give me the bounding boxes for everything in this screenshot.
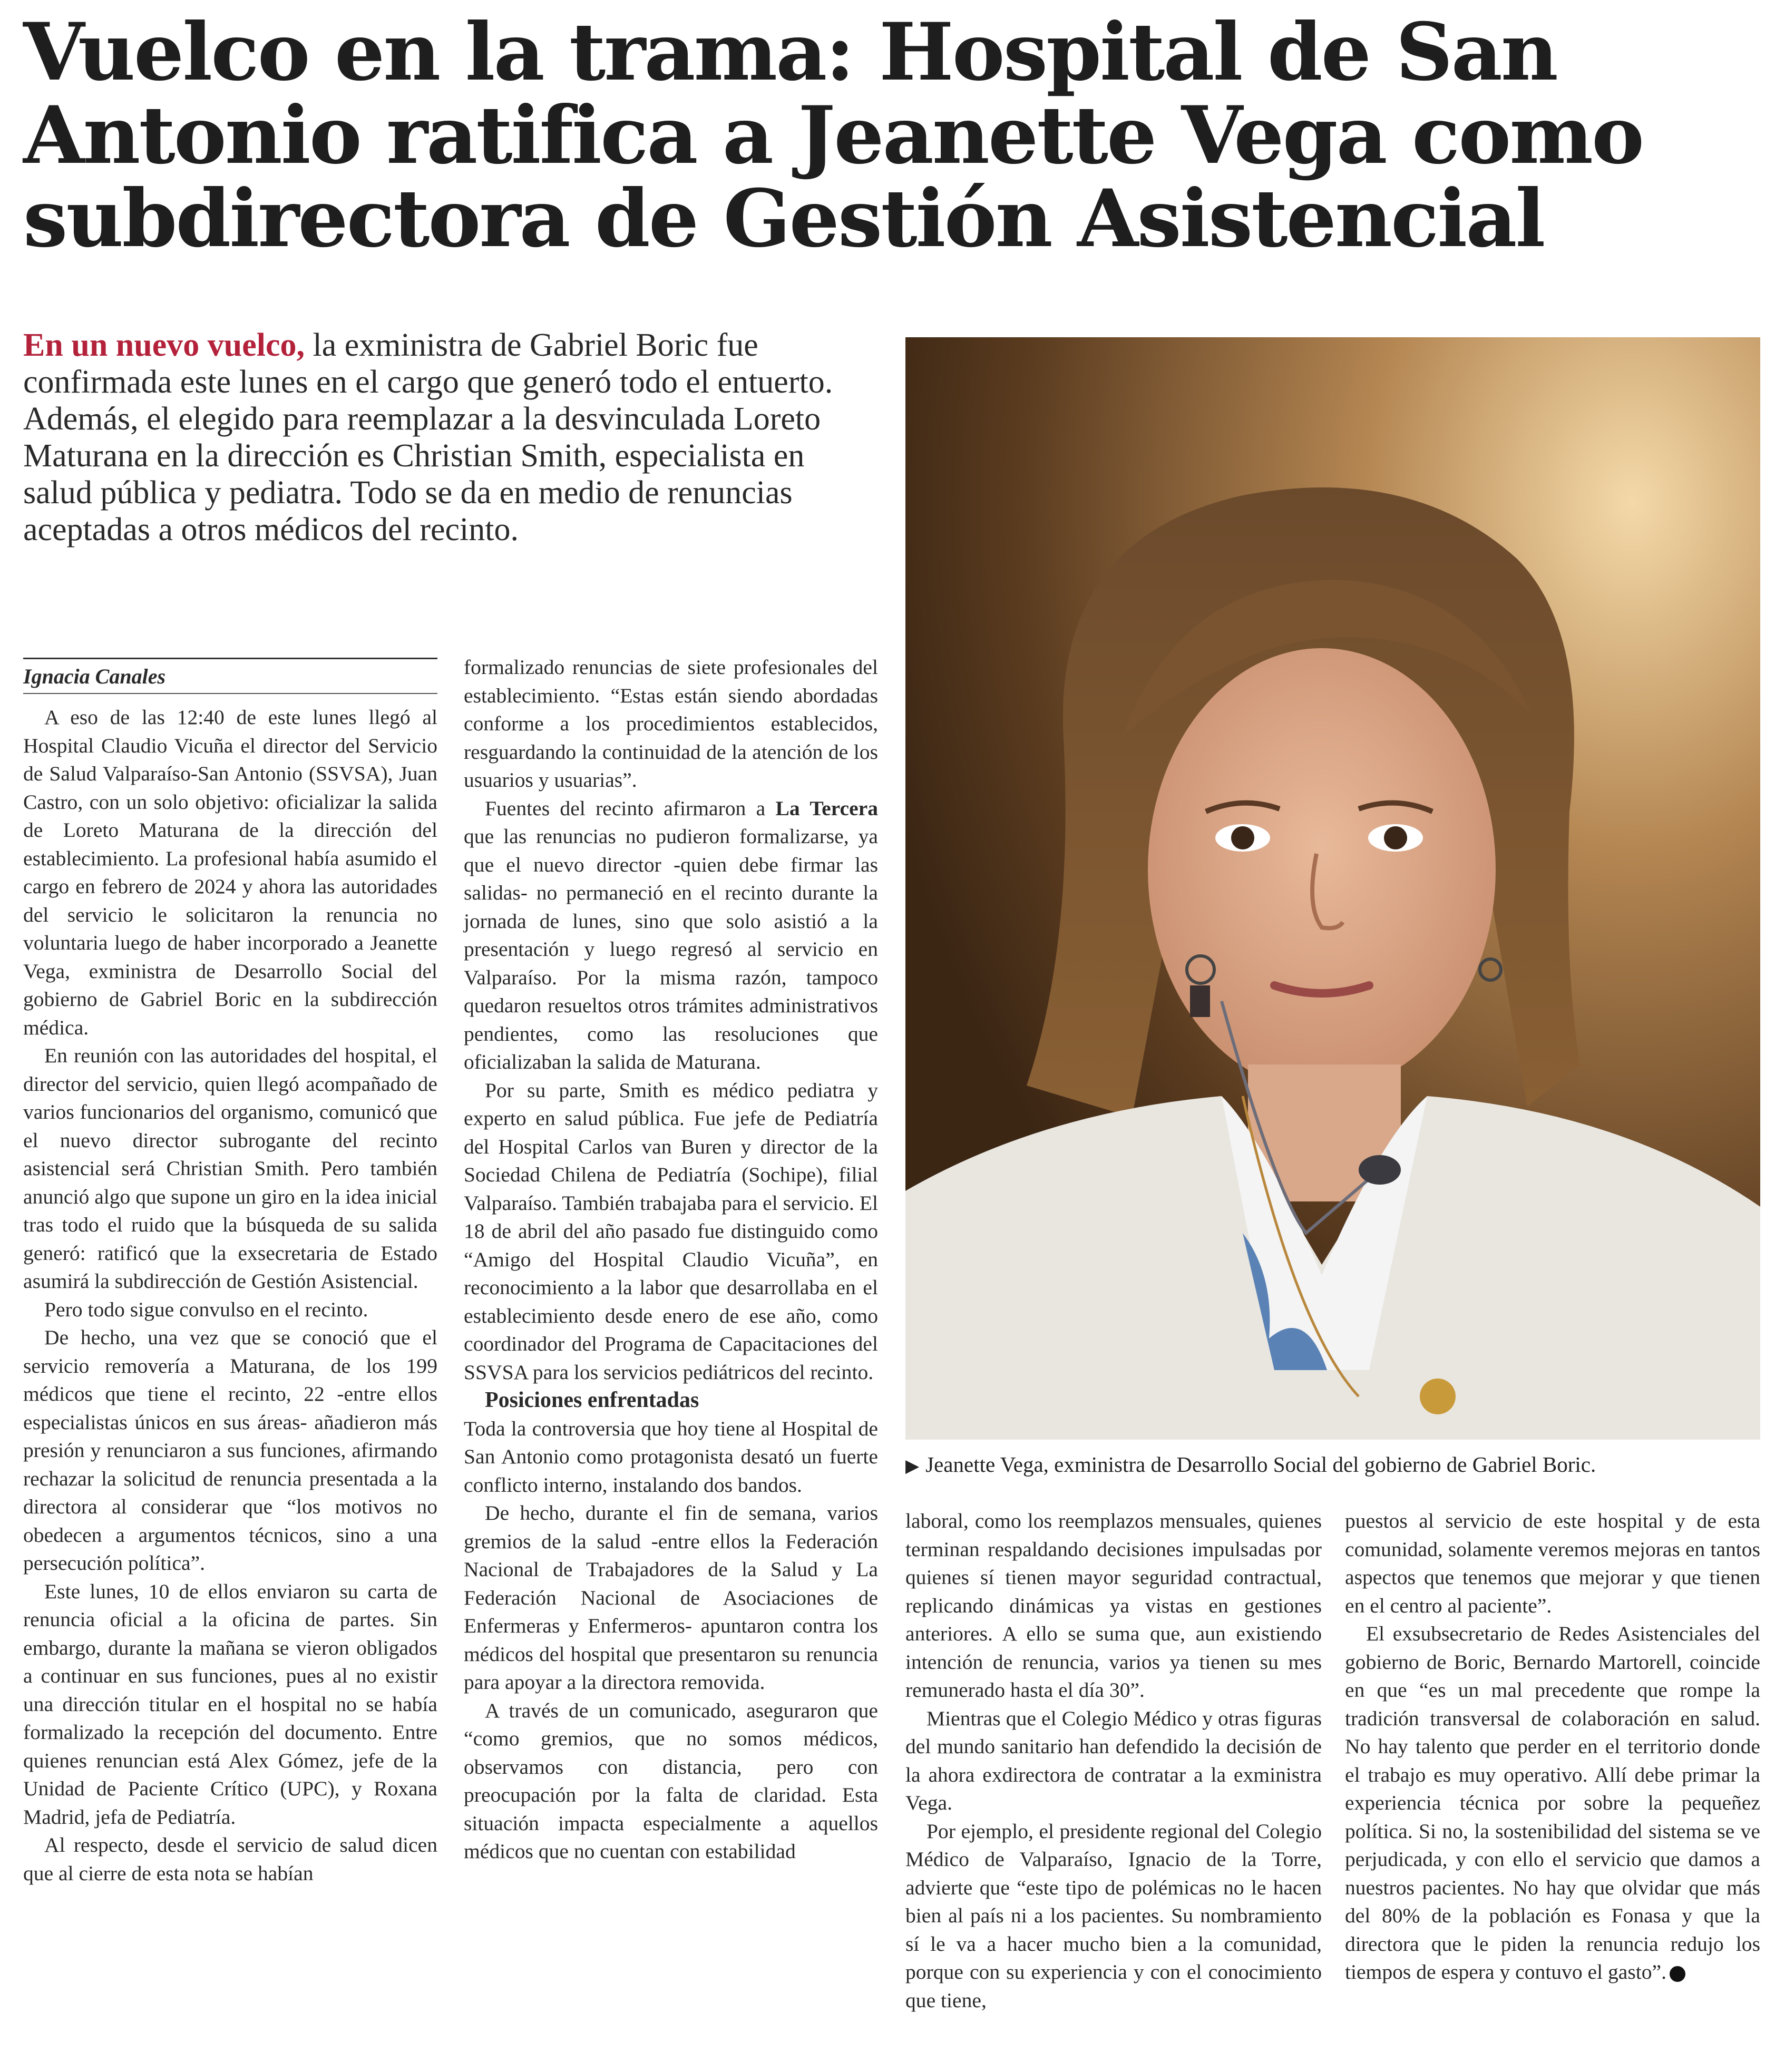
caption-triangle-icon: ▶ <box>905 1457 920 1476</box>
col3-paragraph-3: Por ejemplo, el presidente regional del Colegio Médico de Valparaíso, Ignacio de la Torre, advierte que “este tipo de polémicas no le hacen bien al país ni a los pacientes. Su nombramiento sí le va a hacer mucho bien a la comunidad, porque con su experiencia y con el conocimiento que tiene, <box>905 1819 1322 2012</box>
lede-lead-in: En un nuevo vuelco, <box>23 327 305 363</box>
col1-paragraph-2: En reunión con las autoridades del hospital, el director del servicio, quien llegó acompañado de varios funcionarios del organismo, comunicó que el nuevo director subrogante del recinto asistencial será Christian Smith. Pero también anunció algo que supone un giro en la idea inicial tras todo el ruido que la búsqueda de su salida generó: ratificó que la exsecretaria de Estado asumirá la subdirección de Gestión Asistencial. <box>23 1044 437 1293</box>
column-3 <box>905 1507 1322 2015</box>
col2-paragraph-1: formalizado renuncias de siete profesionales del establecimiento. “Estas están siendo abordadas conforme a los procedimientos establecidos, resguardando la continuidad de la atención de los usuarios y usuarias”. <box>464 656 878 791</box>
source-name: La Tercera <box>775 796 878 820</box>
portrait-illustration <box>905 337 1760 1440</box>
column-4 <box>1345 1507 1760 1987</box>
column-2 <box>464 653 878 1866</box>
col1-paragraph-1: A eso de las 12:40 de este lunes llegó al Hospital Claudio Vicuña el director del Servicio de Salud Valparaíso-San Antonio (SSVSA), Juan Castro, con un solo objetivo: oficializar la salida de Loreto Maturana de la dirección del establecimiento. La profesional había asumido el cargo en febrero de 2024 y ahora las autoridades del servicio le solicitaron la renuncia no voluntaria luego de haber incorporado a Jeanette Vega, exministra de Desarrollo Social del gobierno de Gabriel Boric en la subdirección médica. <box>23 706 437 1039</box>
col2-paragraph-2-b: que las renuncias no pudieron formalizarse, ya que el nuevo director -quien debe firmar las salidas- no permaneció en el recinto durante la jornada de lunes, sino que solo asistió a la presentación y luego regresó al servicio en Valparaíso. Por la misma razón, tampoco quedaron resueltos otros trámites administrativos pendientes, como las resoluciones que oficializaban la salida de Maturana. <box>464 825 878 1073</box>
col4-paragraph-1: puestos al servicio de este hospital y de esta comunidad, solamente veremos mejoras en tantos aspectos que tenemos que mejorar y que tienen en el centro al paciente”. <box>1345 1509 1760 1617</box>
end-mark-icon <box>1670 1966 1685 1982</box>
col2-paragraph-4: Toda la controversia que hoy tiene al Hospital de San Antonio como protagonista desató un fuerte conflicto interno, instalando dos bandos. <box>464 1416 878 1497</box>
subhead: Posiciones enfrentadas <box>485 1388 699 1412</box>
col1-paragraph-4: De hecho, una vez que se conoció que el servicio removería a Maturana, de los 199 médicos que tiene el recinto, 22 -entre ellos especialistas únicos en sus áreas- añadieron más presión y renunciaron a sus funciones, afirmando rechazar la solicitud de renuncia presentada a la directora al considerar que “los motivos no obedecen a argumentos técnicos, sino a una persecución política”. <box>23 1326 437 1575</box>
col1-paragraph-5: Este lunes, 10 de ellos enviaron su carta de renuncia oficial a la oficina de partes. Sin embargo, durante la mañana se vieron obligados a continuar en sus funciones, pues al no existir una dirección titular en el hospital no se había formalizado la recepción del documento. Entre quienes renuncian está Alex Gómez, jefe de la Unidad de Paciente Crítico (UPC), y Roxana Madrid, jefa de Pediatría. <box>23 1579 437 1829</box>
col3-paragraph-2: Mientras que el Colegio Médico y otras figuras del mundo sanitario han defendido la decisión de la ahora exdirectora de contratar a la exministra Vega. <box>905 1706 1322 1814</box>
col2-paragraph-6: A través de un comunicado, aseguraron que “como gremios, que no somos médicos, observamos con distancia, pero con preocupación por la falta de claridad. Esta situación impacta especialmente a aquellos médicos que no cuentan con estabilidad <box>464 1698 878 1863</box>
column-1 <box>23 658 437 1888</box>
col2-paragraph-2-a: Fuentes del recinto afirmaron a <box>485 796 776 820</box>
photo-caption <box>905 1450 1760 1481</box>
col2-paragraph-2 <box>464 795 878 1077</box>
col4-paragraph-2-text: El exsubsecretario de Redes Asistenciales del gobierno de Boric, Bernardo Martorell, coincide en que “es un mal precedente que rompe la tradición transversal de colaboración en salud. No hay talento que perder en el territorio donde el trabajo es muy operativo. Allí debe primar la experiencia técnica por sobre la pequeñez política. Si no, la sostenibilidad del sistema se ve perjudicada, y con ello el servicio que damos a nuestros pacientes. No hay que olvidar que más del 80% de la población es Fonasa y que la directora que le piden la renuncia redujo los tiempos de espera y contuvo el gasto”. <box>1345 1622 1760 1983</box>
lede-text: la exministra de Gabriel Boric fue confirmada este lunes en el cargo que generó todo el entuerto. Además, el elegido para reemplazar a la desvinculada Loreto Maturana en la dirección es Christian Smith, especialista en salud pública y pediatra. Todo se da en medio de renuncias aceptadas a otros médicos del recinto. <box>23 327 833 548</box>
col4-paragraph-2 <box>1345 1620 1760 1987</box>
caption-text: Jeanette Vega, exministra de Desarrollo Social del gobierno de Gabriel Boric. <box>925 1452 1596 1477</box>
col1-paragraph-3: Pero todo sigue convulso en el recinto. <box>44 1297 368 1321</box>
col2-paragraph-5: De hecho, durante el fin de semana, varios gremios de la salud -entre ellos la Federación Nacional de Trabajadores de la Salud y La Federación Nacional de Asociaciones de Enfermeras y Enfermeros- apuntaron contra los médicos del hospital que presentaron su renuncia para apoyar a la directora removida. <box>464 1501 878 1694</box>
byline: Ignacia Canales <box>23 658 437 694</box>
col3-paragraph-1: laboral, como los reemplazos mensuales, quienes terminan respaldando decisiones impulsadas por quienes sí tienen mayor seguridad contractual, replicando dinámicas ya vistas en gestiones anteriores. A ello se suma que, aun existiendo intención de renuncia, varios ya tienen su mes remunerado hasta el día 30”. <box>905 1509 1322 1702</box>
col2-paragraph-3: Por su parte, Smith es médico pediatra y experto en salud pública. Fue jefe de Pediatría del Hospital Carlos van Buren y director de la Sociedad Chilena de Pediatría (Sochipe), filial Valparaíso. También trabajaba para el servicio. El 18 de abril del año pasado fue distinguido como “Amigo del Hospital Claudio Vicuña”, en reconocimiento a la labor que desarrollaba en el establecimiento desde enero de ese año, como coordinador del Programa de Capacitaciones del SSVSA para los servicios pediátricos del recinto. <box>464 1078 878 1384</box>
col1-paragraph-6: Al respecto, desde el servicio de salud dicen que al cierre de esta nota se habían <box>23 1833 437 1885</box>
portrait-photo <box>905 337 1760 1440</box>
headline: Vuelco en la trama: Hospital de San Antonio ratifica a Jeanette Vega como subdirectora de Gestión Asistencial <box>23 6 1643 265</box>
lede <box>23 327 877 548</box>
